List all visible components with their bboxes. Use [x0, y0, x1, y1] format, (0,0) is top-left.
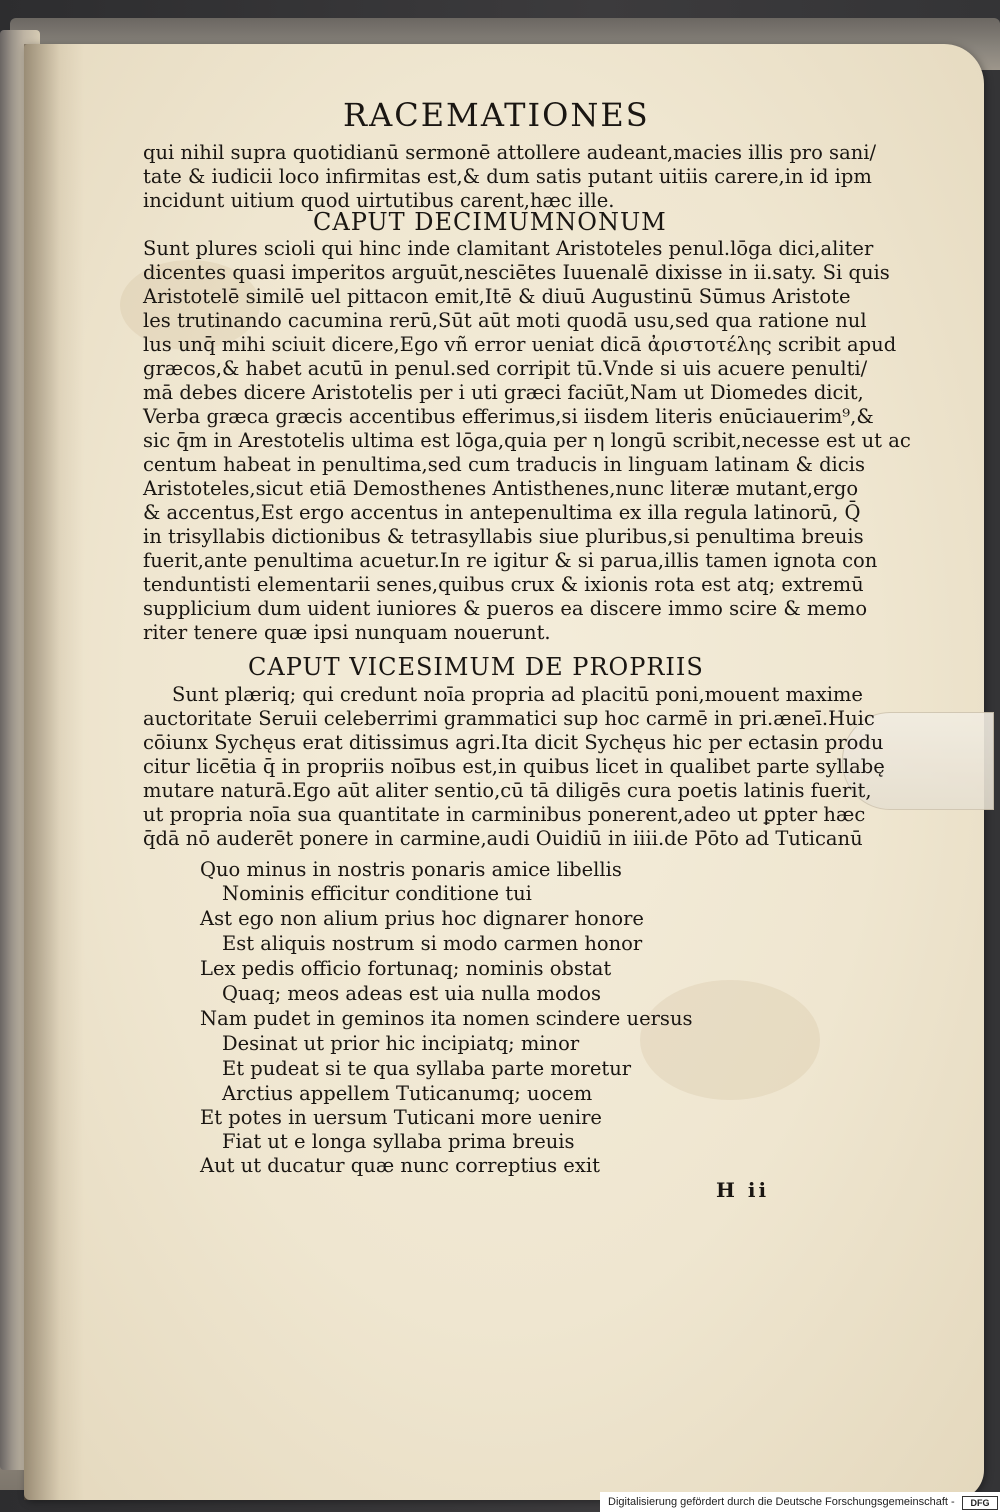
running-head: RACEMATIONES: [343, 96, 650, 134]
verse-line: Est aliquis nostrum si modo carmen honor: [222, 932, 643, 955]
verse-line: Et pudeat si te qua syllaba parte moretur: [222, 1057, 632, 1080]
text-line: Sunt plæriq; qui credunt noīa propria ad placitū poni,mouent maxime: [172, 683, 863, 706]
text-line: ut propria noīa sua quantitate in carminibus ponerent,adeo ut ꝑpter hæc: [143, 803, 866, 826]
verse-line: Desinat ut prior hic incipiatq; minor: [222, 1032, 580, 1055]
verse-line: Fiat ut e longa syllaba prima breuis: [222, 1130, 575, 1153]
text-line: qui nihil supra quotidianū sermonē attollere audeant,macies illis pro sani/: [143, 141, 877, 164]
verse-line: Lex pedis officio fortunaq; nominis obstat: [200, 957, 612, 980]
text-line: auctoritate Seruii celeberrimi grammatici sup hoc carmē in pri.æneī.Huic: [143, 707, 875, 730]
text-line: sic q̄m in Arestotelis ultima est lōga,quia per η longū scribit,necesse est ut ac: [143, 429, 911, 452]
text-line: tate & iudicii loco infirmitas est,& dum satis putant uitiis carere,in id ipm: [143, 165, 872, 188]
text-line: Sunt plures scioli qui hinc inde clamitant Aristoteles penul.lōga dici,aliter: [143, 237, 874, 260]
text-line: supplicium dum uident iuniores & pueros ea discere immo scire & memo: [143, 597, 868, 620]
text-line: mutare naturā.Ego aūt aliter sentio,cū tā diligēs cura poetis latinis fuerit,: [143, 779, 872, 802]
chapter-heading: CAPUT VICESIMUM DE PROPRIIS: [248, 653, 704, 681]
verse-line: Quaq; meos adeas est uia nulla modos: [222, 982, 601, 1005]
text-line: mā debes dicere Aristotelis per i uti græci faciūt,Nam ut Diomedes dicit,: [143, 381, 864, 404]
dfg-logo: DFG: [962, 1496, 998, 1510]
text-line: tenduntisti elementarii senes,quibus crux & ixionis rota est atq; extremū: [143, 573, 864, 596]
text-line: dicentes quasi imperitos arguūt,nesciētes Iuuenalē dixisse in ii.saty. Si quis: [143, 261, 890, 284]
text-line: in trisyllabis dictionibus & tetrasyllabis siue pluribus,si penultima breuis: [143, 525, 864, 548]
verse-line: Nam pudet in geminos ita nomen scindere uersus: [200, 1007, 693, 1030]
signature-mark: H ii: [716, 1178, 770, 1202]
text-line: q̄dā nō auderēt ponere in carmine,audi Ouidiū in iiii.de Pōto ad Tuticanū: [143, 827, 863, 850]
text-line: cōiunx Sychęus erat ditissimus agri.Ita dicit Sychęus hic per ectasin produ: [143, 731, 884, 754]
text-line: lus unq̄ mihi sciuit dicere,Ego vñ error ueniat dicā ἀριστοτέλης scribit apud: [143, 333, 897, 356]
funding-credit: Digitalisierung gefördert durch die Deutsche Forschungsgemeinschaft -: [608, 1496, 955, 1508]
chapter-heading: CAPUT DECIMUMNONUM: [313, 208, 667, 236]
verse-line: Aut ut ducatur quæ nunc correptius exit: [200, 1154, 600, 1177]
verse-line: Ast ego non alium prius hoc dignarer honore: [200, 907, 644, 930]
verse-line: Arctius appellem Tuticanumq; uocem: [222, 1082, 593, 1105]
text-line: græcos,& habet acutū in penul.sed corripit tū.Vnde si uis acuere penulti/: [143, 357, 868, 380]
text-line: fuerit,ante penultima acuetur.In re igitur & si parua,illis tamen ignota con: [143, 549, 878, 572]
text-line: Aristotelē similē uel pittacon emit,Itē & diuū Augustinū Sūmus Aristote: [143, 285, 851, 308]
text-line: les trutinando cacumina rerū,Sūt aūt moti quodā usu,sed qua ratione nul: [143, 309, 867, 332]
text-line: & accentus,Est ergo accentus in antepenultima ex illa regula latinorū, Q̄: [143, 501, 861, 524]
text-line: Aristoteles,sicut etiā Demosthenes Antisthenes,nunc literæ mutant,ergo: [143, 477, 859, 500]
verse-line: Et potes in uersum Tuticani more uenire: [200, 1106, 602, 1129]
text-line: centum habeat in penultima,sed cum traducis in linguam latinam & dicis: [143, 453, 865, 476]
verse-line: Quo minus in nostris ponaris amice libellis: [200, 858, 622, 881]
text-line: riter tenere quæ ipsi nunquam nouerunt.: [143, 621, 551, 644]
verse-line: Nominis efficitur conditione tui: [222, 882, 532, 905]
text-line: citur licētia q̄ in propriis noībus est,in quibus licet in qualibet parte syllabę: [143, 755, 885, 778]
text-line: incidunt uitium quod uirtutibus carent,hæc ille.: [143, 189, 615, 212]
text-line: Verba græca græcis accentibus efferimus,si iisdem literis enūciauerim⁹,&: [143, 405, 874, 428]
